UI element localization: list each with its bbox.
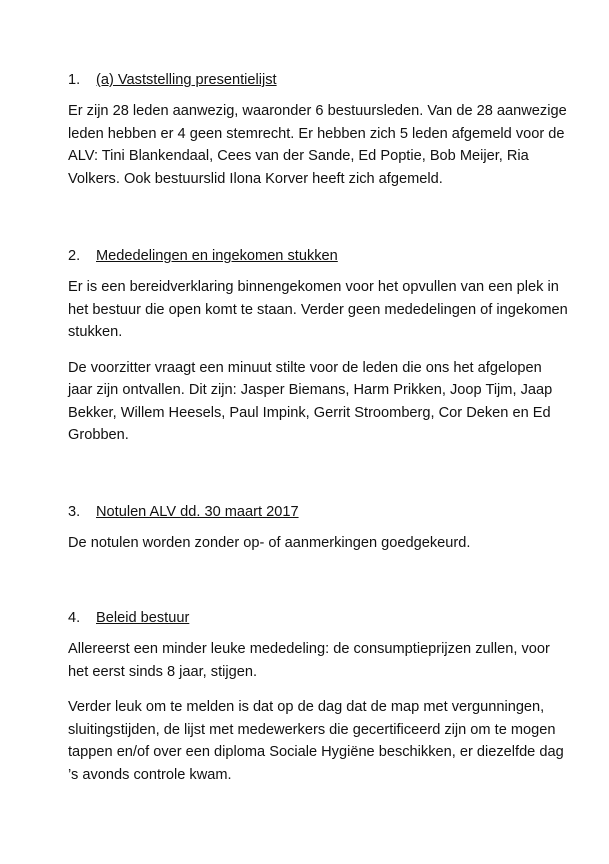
section-number: 3. <box>68 504 81 520</box>
paragraph: De notulen worden zonder op- of aanmerkingen goedgekeurd. <box>68 535 471 551</box>
section-title: Beleid bestuur <box>96 610 190 626</box>
section-heading <box>68 608 568 628</box>
section-3 <box>68 502 568 568</box>
section-heading <box>68 502 568 522</box>
section-title: Mededelingen en ingekomen stukken <box>96 248 338 264</box>
section-number: 2. <box>68 248 81 264</box>
section-number: 4. <box>68 610 81 626</box>
section-title: Notulen ALV dd. 30 maart 2017 <box>96 504 299 520</box>
section-1 <box>68 70 568 203</box>
section-title: (a) Vaststelling presentielijst <box>96 72 277 88</box>
paragraph: De voorzitter vraagt een minuut stilte voor de leden die ons het afgelopen jaar zijn ontvallen. Dit zijn: Jasper Biemans, Harm Prikken, Joop Tijm, Jaap Bekker, Willem Heesels, Paul Impink, Gerrit Stroomberg, Cor Deken en Ed Grobben. <box>68 359 553 443</box>
section-4 <box>68 608 568 799</box>
section-heading <box>68 246 568 266</box>
section-number: 1. <box>68 72 81 88</box>
paragraph: Er zijn 28 leden aanwezig, waaronder 6 bestuursleden. Van de 28 aanwezige leden hebben er 4 geen stemrecht. Er hebben zich 5 leden afgemeld voor de ALV: Tini Blankendaal, Cees van der Sande, Ed Poptie, Bob Meijer, Ria Volkers. Ook bestuurslid Ilona Korver heeft zich afgemeld. <box>68 103 567 187</box>
section-2 <box>68 246 568 460</box>
paragraph: Allereerst een minder leuke mededeling: de consumptieprijzen zullen, voor het eerst sinds 8 jaar, stijgen. <box>68 641 550 680</box>
paragraph: Er is een bereidverklaring binnengekomen voor het opvullen van een plek in het bestuur die open komt te staan. Verder geen mededelingen of ingekomen stukken. <box>68 279 568 340</box>
section-heading <box>68 70 568 90</box>
paragraph: Verder leuk om te melden is dat op de dag dat de map met vergunningen, sluitingstijden, de lijst met medewerkers die gecertificeerd zijn om te mogen tappen en/of over een diploma Sociale Hygiëne beschikken, er diezelfde dag ’s avonds controle kwam. <box>68 699 564 783</box>
